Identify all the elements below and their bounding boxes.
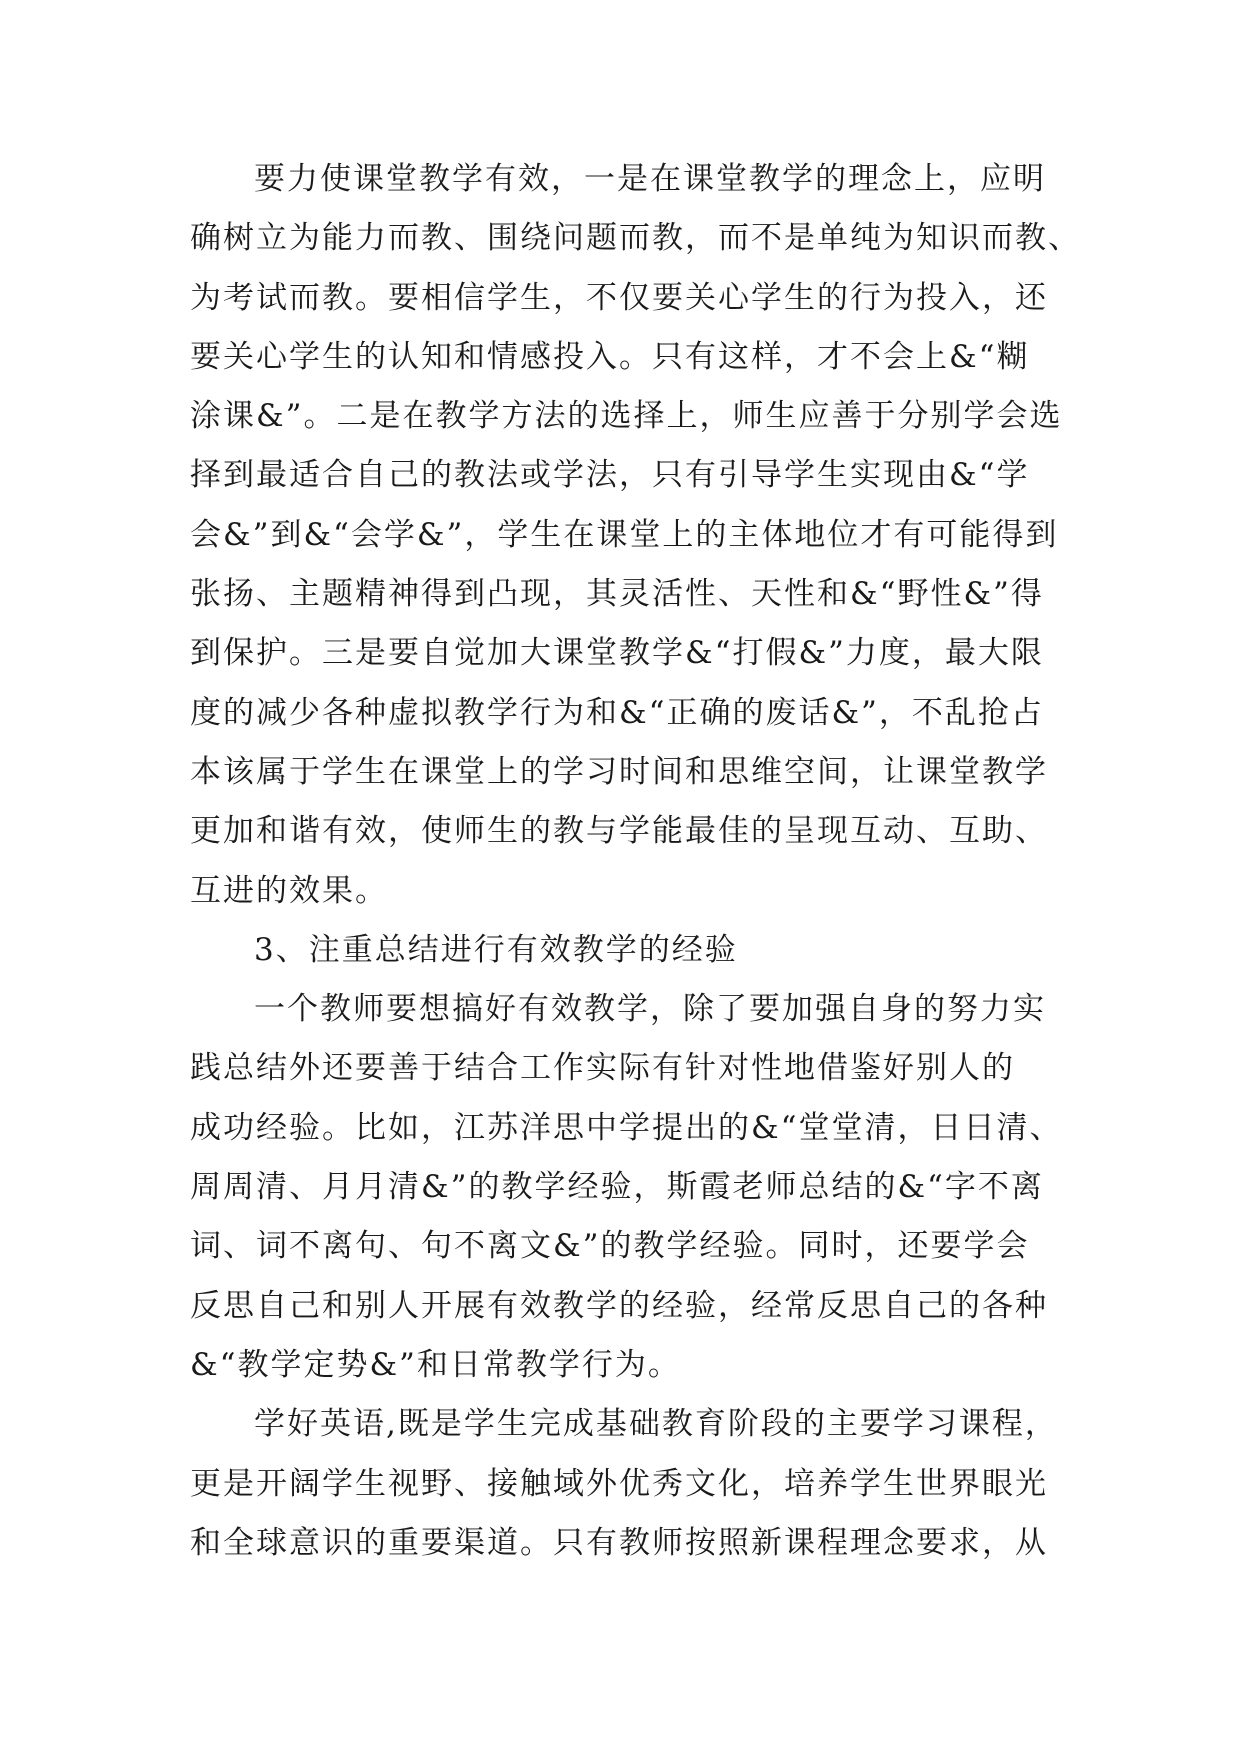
- text-line: 确树立为能力而教、围绕问题而教，而不是单纯为知识而教、: [190, 220, 1081, 257]
- text-line: 周周清、月月清&”的教学经验，斯霞老师总结的&“字不离: [190, 1169, 1044, 1206]
- text-line: 到保护。三是要自觉加大课堂教学&“打假&”力度，最大限: [190, 635, 1044, 672]
- text-line: 互进的效果。: [190, 872, 388, 909]
- text-line: 为考试而教。要相信学生，不仅要关心学生的行为投入，还: [190, 279, 1048, 316]
- paragraph-classroom-effectiveness: [190, 150, 1081, 921]
- section-heading-text: 3、注重总结进行有效教学的经验: [254, 931, 738, 968]
- text-line: 一个教师要想搞好有效教学，除了要加强自身的努力实: [254, 991, 1046, 1028]
- text-line: 反思自己和别人开展有效教学的经验，经常反思自己的各种: [190, 1287, 1048, 1324]
- text-line: 更是开阔学生视野、接触域外优秀文化，培养学生世界眼光: [190, 1465, 1048, 1502]
- text-line: 张扬、主题精神得到凸现，其灵活性、天性和&“野性&”得: [190, 576, 1044, 613]
- text-line: 和全球意识的重要渠道。只有教师按照新课程理念要求，从: [190, 1524, 1048, 1561]
- paragraph-learning-english: [190, 1395, 1060, 1573]
- text-line: 会&”到&“会学&”，学生在课堂上的主体地位才有可能得到: [190, 516, 1059, 553]
- text-line: 本该属于学生在课堂上的学习时间和思维空间，让课堂教学: [190, 753, 1048, 790]
- text-line: 词、词不离句、句不离文&”的教学经验。同时，还要学会: [190, 1228, 1030, 1265]
- text-line: 择到最适合自己的教法或学法，只有引导学生实现由&“学: [190, 457, 1030, 494]
- text-line: &“教学定势&”和日常教学行为。: [190, 1346, 681, 1383]
- text-line: 践总结外还要善于结合工作实际有针对性地借鉴好别人的: [190, 1050, 1015, 1087]
- text-line: 学好英语,既是学生完成基础教育阶段的主要学习课程，: [254, 1406, 1058, 1443]
- text-line: 要关心学生的认知和情感投入。只有这样，才不会上&“糊: [190, 338, 1030, 375]
- text-line: 度的减少各种虚拟教学行为和&“正确的废话&”，不乱抢占: [190, 694, 1044, 731]
- document-body: [190, 150, 1081, 1573]
- text-line: 成功经验。比如，江苏洋思中学提出的&“堂堂清，日日清、: [190, 1109, 1063, 1146]
- text-line: 要力使课堂教学有效，一是在课堂教学的理念上，应明: [254, 161, 1046, 197]
- text-line: 涂课&”。二是在教学方法的选择上，师生应善于分别学会选: [190, 398, 1063, 435]
- paragraph-summarize-experience: [190, 980, 1063, 1395]
- text-line: 更加和谐有效，使师生的教与学能最佳的呈现互动、互助、: [190, 813, 1048, 850]
- section-heading-3: [190, 921, 1060, 980]
